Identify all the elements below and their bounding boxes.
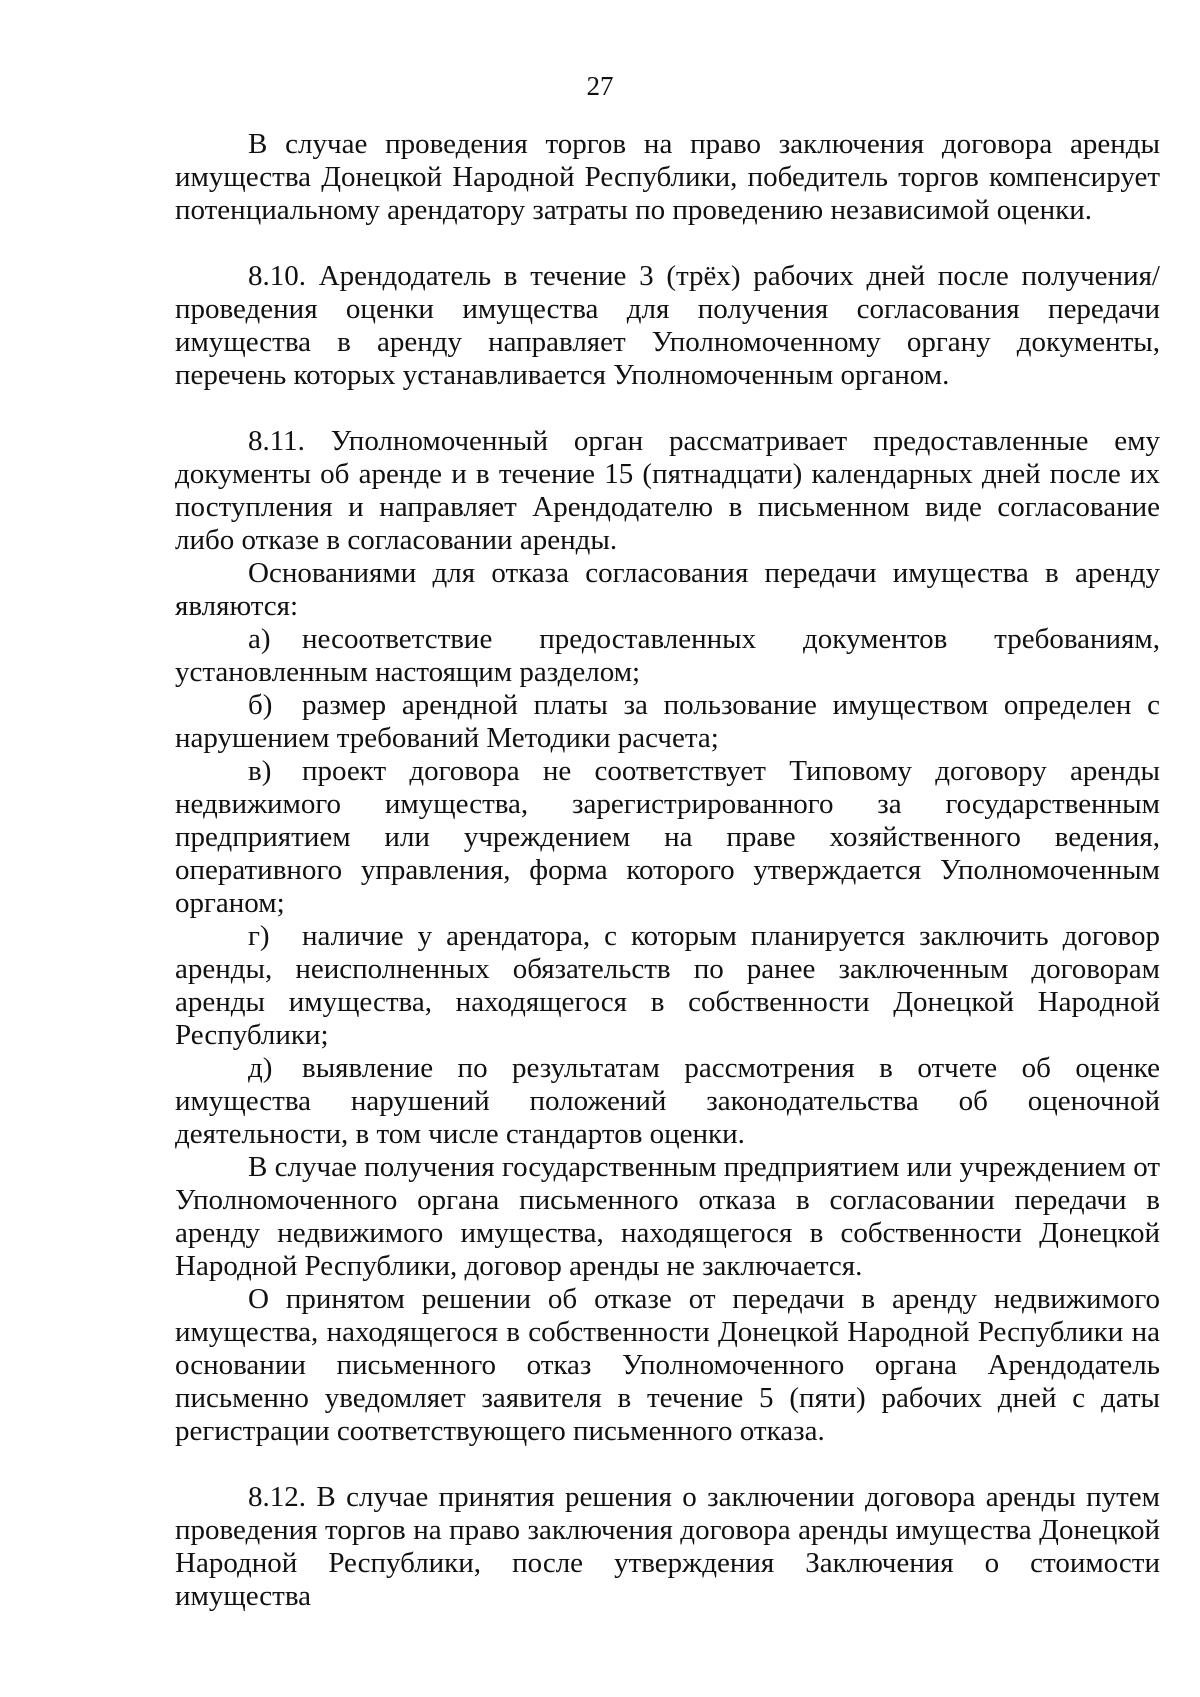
list-marker: а) <box>248 623 271 655</box>
page-number: 27 <box>586 71 614 101</box>
list-item <box>175 755 1160 920</box>
page-content <box>175 128 1160 1613</box>
list-item-text: проект договора не соответствует Типовому договору аренды недвижимого имущества, зарегистрированного за государственным предприятием или учреждением на праве хозяйственного ведения, оперативного управления, форма которого утверждается Уполномоченным органом; <box>175 755 1160 919</box>
list-item-text: наличие у арендатора, с которым планируется заключить договор аренды, неисполненных обязательств по ранее заключенным договорам аренды имущества, находящегося в собственности Донецкой Народной Республики; <box>175 920 1160 1051</box>
paragraph-grounds-intro: Основаниями для отказа согласования передачи имущества в аренду являются: <box>175 557 1160 622</box>
list-item <box>175 689 1160 755</box>
list-item-text: выявление по результатам рассмотрения в отчете об оценке имущества нарушений положений законодательства об оценочной деятельности, в том числе стандартов оценки. <box>175 1052 1160 1150</box>
list-item-text: несоответствие предоставленных документов требованиям, установленным настоящим разделом; <box>175 623 1160 688</box>
paragraph-compensation: В случае проведения торгов на право заключения договора аренды имущества Донецкой Народной Республики, победитель торгов компенсирует потенциальному арендатору затраты по проведению независимой оценки. <box>175 128 1160 226</box>
paragraph-8-12: 8.12. В случае принятия решения о заключении договора аренды путем проведения торгов на право заключения договора аренды имущества Донецкой Народной Республики, после утверждения Заключения о стоимости имущества <box>175 1481 1160 1612</box>
list-marker: б) <box>248 689 273 721</box>
list-item <box>175 1052 1160 1151</box>
paragraph-refusal-consequence: В случае получения государственным предприятием или учреждением от Уполномоченного органа письменного отказа в согласовании передачи в аренду недвижимого имущества, находящегося в собственности Донецкой Народной Республики, договор аренды не заключается. <box>175 1151 1160 1282</box>
list-item <box>175 920 1160 1052</box>
paragraph-refusal-notice: О принятом решении об отказе от передачи в аренду недвижимого имущества, находящегося в собственности Донецкой Народной Республики на основании письменного отказ Уполномоченного органа Арендодатель письменно уведомляет заявителя в течение 5 (пяти) рабочих дней с даты регистрации соответствующего письменного отказа. <box>175 1283 1160 1447</box>
list-marker: г) <box>248 920 270 952</box>
list-marker: д) <box>248 1052 273 1084</box>
paragraph-8-10: 8.10. Арендодатель в течение 3 (трёх) рабочих дней после получения/проведения оценки имущества для получения согласования передачи имущества в аренду направляет Уполномоченному органу документы, перечень которых устанавливается Уполномоченным органом. <box>175 260 1160 391</box>
list-item <box>175 623 1160 689</box>
list-item-text: размер арендной платы за пользование имуществом определен с нарушением требований Методики расчета; <box>175 689 1160 754</box>
list-marker: в) <box>248 755 272 787</box>
grounds-list <box>175 623 1160 1151</box>
paragraph-8-11: 8.11. Уполномоченный орган рассматривает предоставленные ему документы об аренде и в течение 15 (пятнадцати) календарных дней после их поступления и направляет Арендодателю в письменном виде согласование либо отказе в согласовании аренды. <box>175 425 1160 556</box>
